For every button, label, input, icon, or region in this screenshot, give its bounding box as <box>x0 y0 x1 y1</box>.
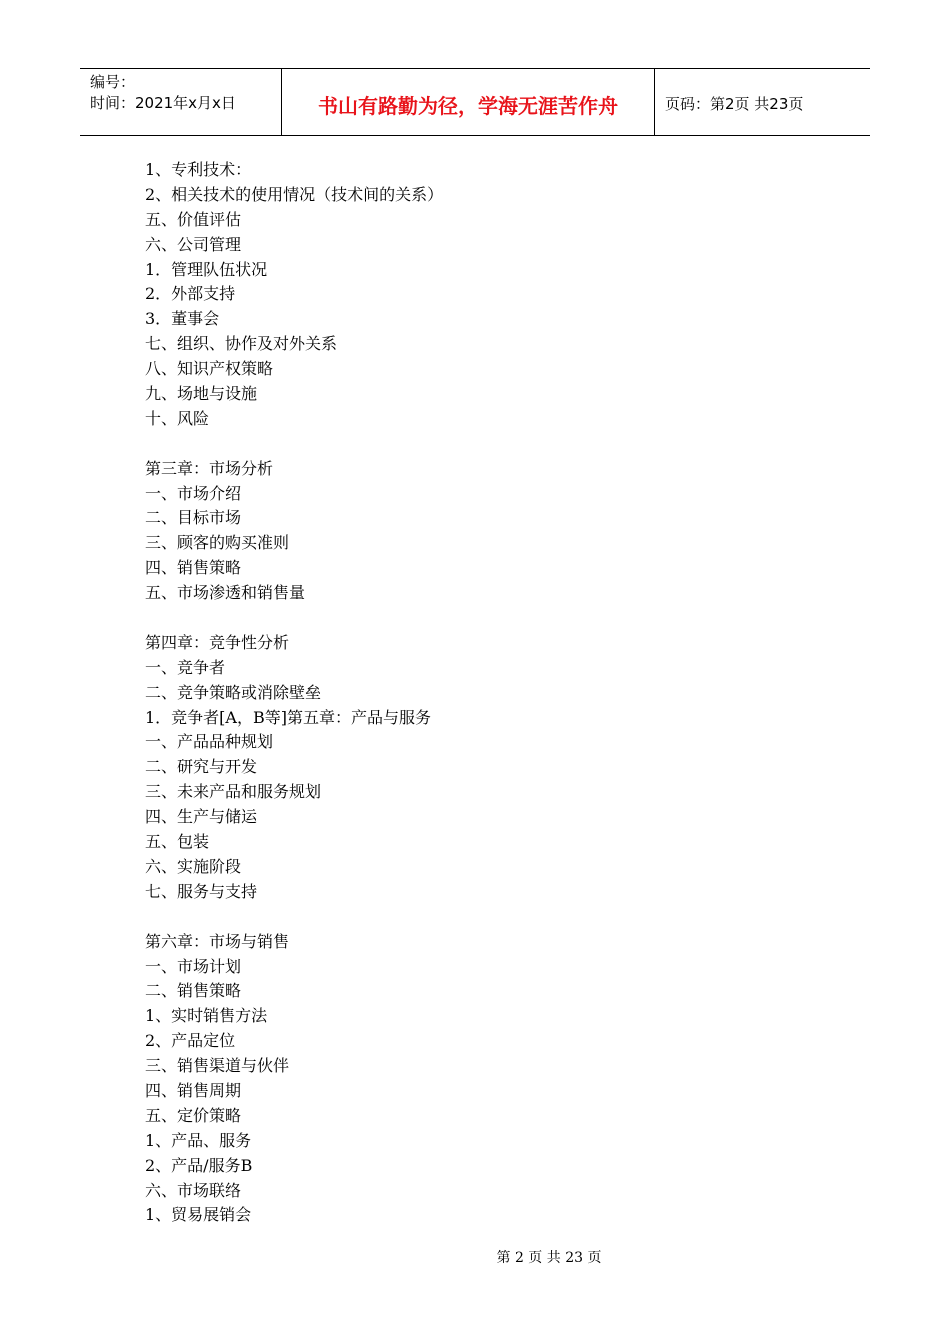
motto-text: 书山有路勤为径，学海无涯苦作舟 <box>318 93 618 118</box>
page-info: 页码：第2页 共23页 <box>665 94 804 113</box>
outline-line: 一、竞争者 <box>145 657 226 677</box>
outline-line: 第六章：市场与销售 <box>145 931 290 951</box>
outline-line: 十、风险 <box>145 408 210 428</box>
number-label: 编号： <box>90 73 136 91</box>
outline-line: 四、销售策略 <box>145 558 242 578</box>
outline-line: 1、实时销售方法 <box>145 1006 268 1026</box>
outline-line: 五、市场渗透和销售量 <box>145 583 306 603</box>
outline-line: 五、价值评估 <box>145 209 242 229</box>
outline-line: 1、贸易展销会 <box>145 1205 252 1225</box>
outline-line: 二、销售策略 <box>145 981 242 1001</box>
document-body <box>145 158 845 1228</box>
outline-line: 四、生产与储运 <box>145 807 258 827</box>
blank-line <box>145 432 845 457</box>
header-page-cell <box>655 69 870 135</box>
outline-line: 九、场地与设施 <box>145 384 258 404</box>
outline-line: 1、专利技术： <box>145 160 252 179</box>
outline-line: 二、研究与开发 <box>145 757 258 777</box>
outline-line: 第四章：竞争性分析 <box>145 632 290 652</box>
outline-line: 2．外部支持 <box>145 284 236 304</box>
outline-line: 二、竞争策略或消除壁垒 <box>145 682 322 702</box>
outline-line: 三、顾客的购买准则 <box>145 533 290 553</box>
outline-line: 1、产品、服务 <box>145 1130 252 1150</box>
outline-line: 六、市场联络 <box>145 1180 242 1200</box>
outline-line: 三、销售渠道与伙伴 <box>145 1056 290 1076</box>
outline-line: 三、未来产品和服务规划 <box>145 782 322 802</box>
blank-line <box>145 606 845 631</box>
outline-line: 八、知识产权策略 <box>145 359 274 379</box>
outline-line: 二、目标市场 <box>145 508 242 528</box>
outline-line: 一、市场介绍 <box>145 483 242 503</box>
header-meta-cell <box>80 69 282 135</box>
outline-line: 六、公司管理 <box>145 234 242 254</box>
outline-line: 2、相关技术的使用情况（技术间的关系） <box>145 184 444 204</box>
page-footer <box>0 1247 950 1267</box>
outline-line: 1．管理队伍状况 <box>145 259 268 279</box>
outline-line: 第三章：市场分析 <box>145 458 274 478</box>
outline-line: 五、定价策略 <box>145 1105 242 1125</box>
footer-page-number: 第 2 页 共 23 页 <box>496 1250 602 1266</box>
page-header <box>80 68 870 136</box>
time-label: 时间：2021年x月x日 <box>90 94 236 112</box>
header-motto-cell <box>282 69 655 135</box>
outline-line: 七、服务与支持 <box>145 881 258 901</box>
outline-line: 一、产品品种规划 <box>145 732 274 752</box>
outline-line: 六、实施阶段 <box>145 856 242 876</box>
outline-line: 2、产品定位 <box>145 1031 236 1051</box>
outline-line: 1．竞争者[A，B等]第五章：产品与服务 <box>145 707 431 727</box>
blank-line <box>145 905 845 930</box>
outline-line: 一、市场计划 <box>145 956 242 976</box>
outline-line: 四、销售周期 <box>145 1080 242 1100</box>
outline-line: 五、包装 <box>145 832 210 852</box>
outline-line: 3．董事会 <box>145 309 220 329</box>
outline-line: 2、产品/服务B <box>145 1155 253 1175</box>
outline-line: 七、组织、协作及对外关系 <box>145 334 338 354</box>
